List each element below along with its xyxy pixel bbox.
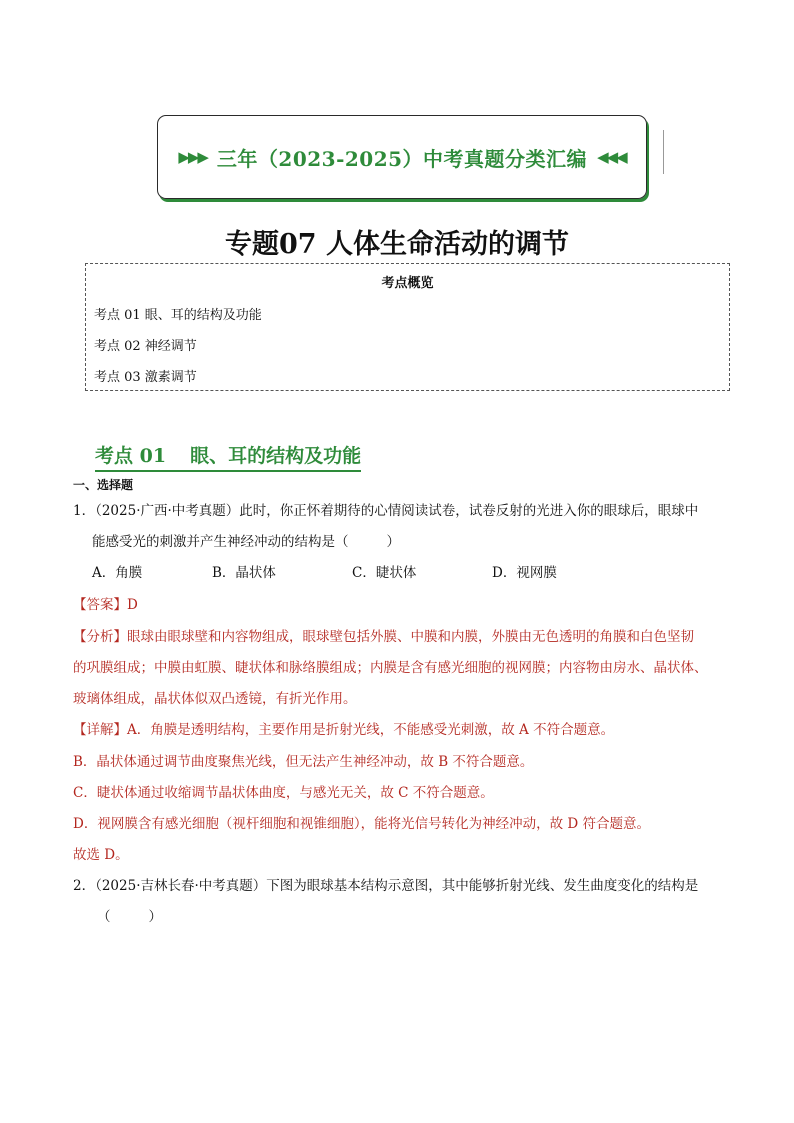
title-banner (157, 115, 647, 199)
question-1-line-2 (92, 536, 400, 550)
detail-text: A．角膜是透明结构，主要作用是折射光线，不能感受光刺激，故 A 不符合题意。 (127, 722, 615, 738)
option-d: D．视网膜 (492, 565, 557, 581)
question-number: 1． (73, 503, 96, 519)
detail-line-c: C．睫状体通过收缩调节晶状体曲度，与感光无关，故 C 不符合题意。 (73, 785, 494, 801)
analysis-tag: 【分析】 (73, 629, 127, 645)
overview-item: 考点 02 神经调节 (94, 339, 197, 354)
overview-item: 考点 01 眼、耳的结构及功能 (94, 308, 262, 323)
detail-line-b: B．晶状体通过调节曲度聚焦光线，但无法产生神经冲动，故 B 不符合题意。 (73, 754, 534, 770)
section-heading (95, 441, 361, 472)
right-arrows-icon: ◀◀◀ (597, 148, 626, 166)
overview-box (85, 263, 730, 391)
question-stem: ） (148, 909, 162, 925)
question-stem: （2025·广西·中考真题）此时，你正怀着期待的心情阅读试卷，试卷反射的光进入你的眼球后，眼球中 (95, 503, 699, 519)
page-title: 专题07 人体生命活动的调节 (225, 229, 569, 260)
analysis-text: 眼球由眼球壁和内容物组成，眼球壁包括外膜、中膜和内膜，外膜由无色透明的角膜和白色坚韧 (127, 629, 694, 645)
conclusion-line: 故选 D。 (73, 847, 129, 863)
question-number: 2． (73, 878, 96, 894)
detail-tag: 【详解】 (73, 722, 127, 738)
question-stem: （2025·吉林长春·中考真题）下图为眼球基本结构示意图，其中能够折射光线、发生曲度变化的结构是 (95, 878, 699, 894)
question-2-line-2 (97, 911, 162, 925)
question-2-line-1 (73, 880, 698, 894)
analysis-line-3: 玻璃体组成，晶状体似双凸透镜，有折光作用。 (73, 691, 357, 707)
detail-line-d: D．视网膜含有感光细胞（视杆细胞和视锥细胞），能将光信号转化为神经冲动，故 D 符合题意。 (73, 816, 650, 832)
option-c: C．睫状体 (352, 565, 417, 581)
banner-divider (663, 130, 664, 174)
option-a: A．角膜 (92, 565, 143, 581)
answer-tag: 【答案】 (73, 597, 127, 613)
option-b: B．晶状体 (212, 565, 276, 581)
question-stem: 能感受光的刺激并产生神经冲动的结构是（ (92, 534, 349, 550)
question-1-line-1 (73, 505, 698, 519)
question-1-options (92, 567, 557, 581)
answer-value: D (127, 597, 138, 613)
detail-line-a (73, 724, 614, 738)
analysis-line-1 (73, 631, 694, 645)
banner-title: 三年（2023-2025）中考真题分类汇编 (216, 146, 588, 171)
overview-heading: 考点概览 (381, 276, 434, 291)
section-title: 眼、耳的结构及功能 (190, 445, 362, 467)
analysis-line-2: 的巩膜组成；中膜由虹膜、睫状体和脉络膜组成；内膜是含有感光细胞的视网膜；内容物由房水、晶状体、 (73, 660, 708, 676)
section-subtitle: 一、选择题 (73, 478, 134, 492)
question-stem: ） (386, 534, 400, 550)
left-arrows-icon: ▶▶▶ (178, 148, 207, 166)
answer-line (73, 599, 138, 613)
question-stem: （ (97, 909, 111, 925)
overview-item: 考点 03 激素调节 (94, 370, 197, 385)
section-number: 考点 01 (95, 445, 167, 467)
